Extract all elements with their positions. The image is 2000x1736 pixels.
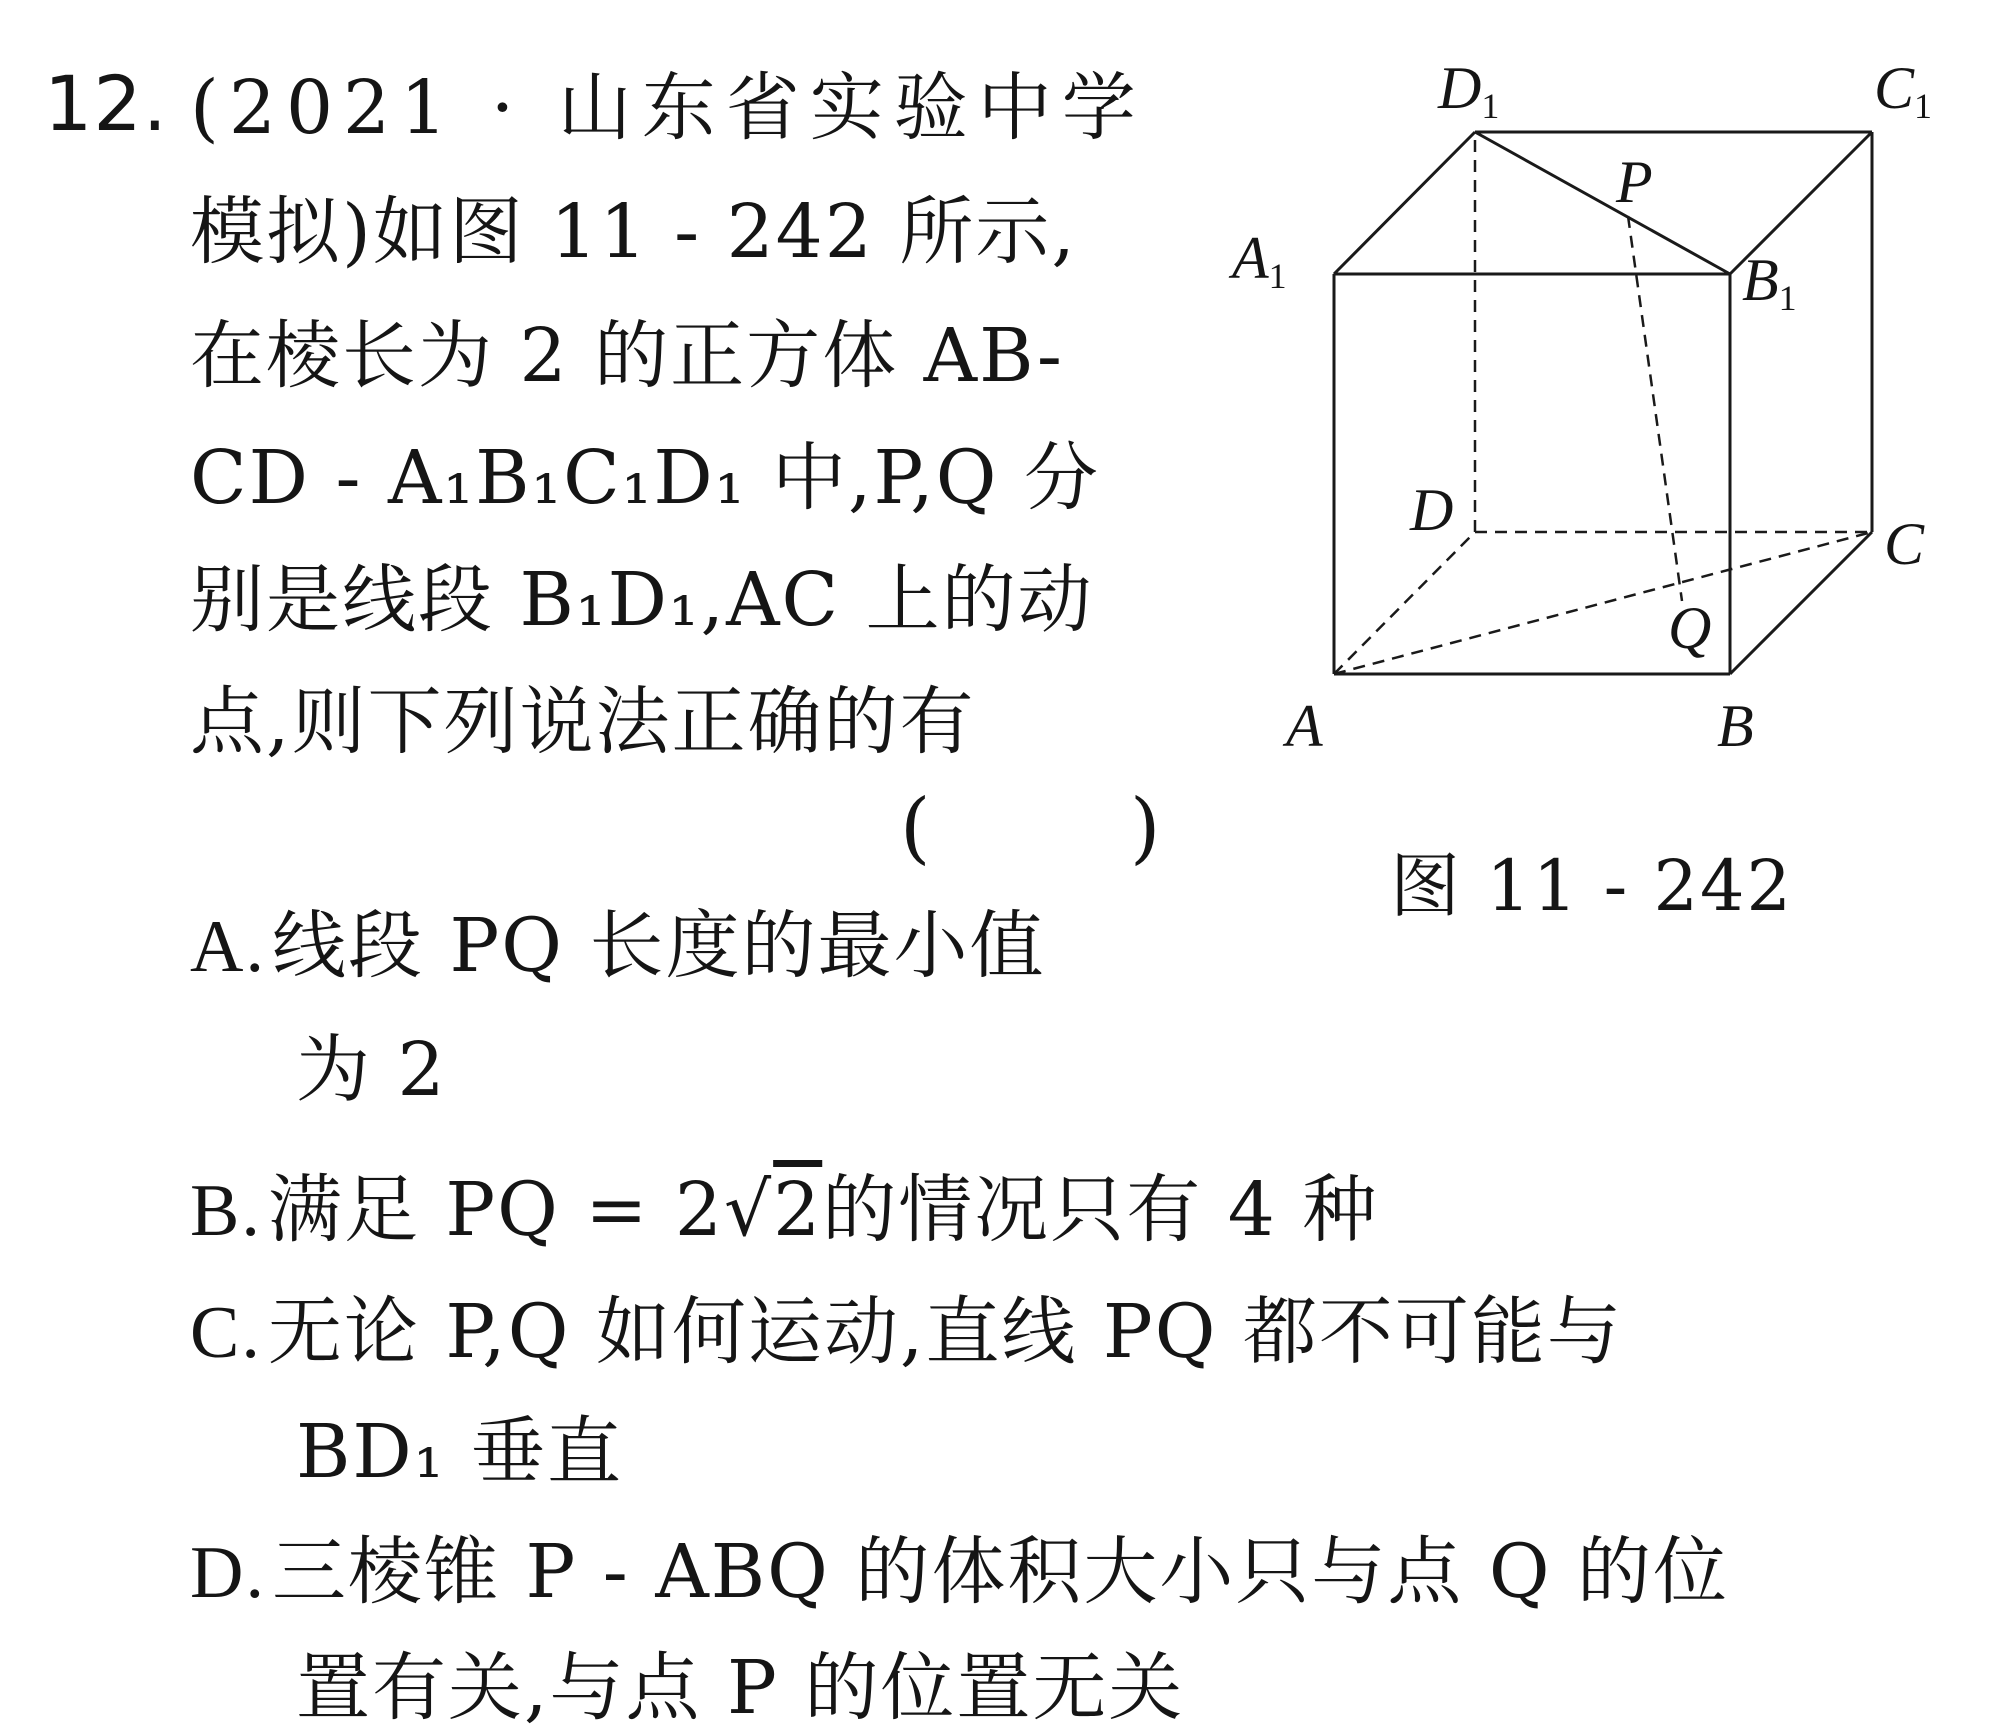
stem-line-3: 在棱长为 2 的正方体 AB-: [190, 313, 1064, 399]
edge-d1-a1: [1334, 132, 1475, 274]
option-c-text-line2: BD₁ 垂直: [296, 1409, 623, 1495]
option-c-text-line1: 无论 P,Q 如何运动,直线 PQ 都不可能与: [267, 1289, 1623, 1375]
answer-blank-right-paren: ): [1130, 783, 1161, 873]
sqrt-symbol: √: [723, 1167, 774, 1253]
label-a: A: [1286, 693, 1323, 759]
option-a[interactable]: [190, 898, 1045, 995]
label-a1: A1: [1232, 225, 1287, 296]
option-a-text-line1: 线段 PQ 长度的最小值: [271, 903, 1046, 989]
answer-blank-left-paren: (: [900, 783, 931, 873]
option-b-letter: B.: [190, 1170, 262, 1252]
label-c: C: [1884, 511, 1925, 577]
stem-line-5: 别是线段 B₁D₁,AC 上的动: [190, 557, 1094, 643]
label-b1: B1: [1742, 247, 1797, 318]
option-b-radicand: 2: [773, 1167, 823, 1253]
option-c-letter: C.: [190, 1292, 262, 1374]
label-d1: D1: [1438, 55, 1500, 126]
label-q: Q: [1668, 595, 1712, 661]
label-c1: C1: [1874, 55, 1933, 126]
answer-blank[interactable]: [900, 780, 1200, 876]
option-a-letter: A.: [190, 906, 266, 988]
option-d-text-line1: 三棱锥 P - ABQ 的体积大小只与点 Q 的位: [271, 1529, 1730, 1615]
stem-line-4: CD - A₁B₁C₁D₁ 中,P,Q 分: [190, 435, 1100, 521]
label-b: B: [1717, 693, 1754, 759]
option-c[interactable]: [190, 1284, 1623, 1381]
option-d-letter: D.: [190, 1532, 266, 1614]
option-a-text-line2: 为 2: [296, 1027, 447, 1113]
segment-d1-b1: [1475, 132, 1730, 274]
edge-b-c: [1730, 532, 1872, 674]
figure-caption: 图 11 - 242: [1390, 845, 1794, 927]
label-p: P: [1616, 149, 1653, 215]
stem-line-6: 点,则下列说法正确的有: [190, 679, 976, 765]
option-d[interactable]: [190, 1524, 1729, 1621]
hidden-edge-a-d: [1334, 532, 1475, 674]
option-b-text-after: 的情况只有 4 种: [822, 1167, 1379, 1253]
question-number: 12.: [44, 59, 168, 148]
hidden-segment-a-c: [1334, 532, 1872, 674]
cube-figure: [1220, 30, 1980, 780]
stem-line-1: (2021 · 山东省实验中学: [190, 65, 1146, 151]
label-d: D: [1410, 477, 1454, 543]
option-d-text-line2: 置有关,与点 P 的位置无关: [296, 1645, 1185, 1731]
option-b-text-before: 满足 PQ = 2: [267, 1167, 724, 1253]
option-b[interactable]: [190, 1162, 1378, 1259]
stem-line-2: 模拟)如图 11 - 242 所示,: [190, 189, 1077, 275]
